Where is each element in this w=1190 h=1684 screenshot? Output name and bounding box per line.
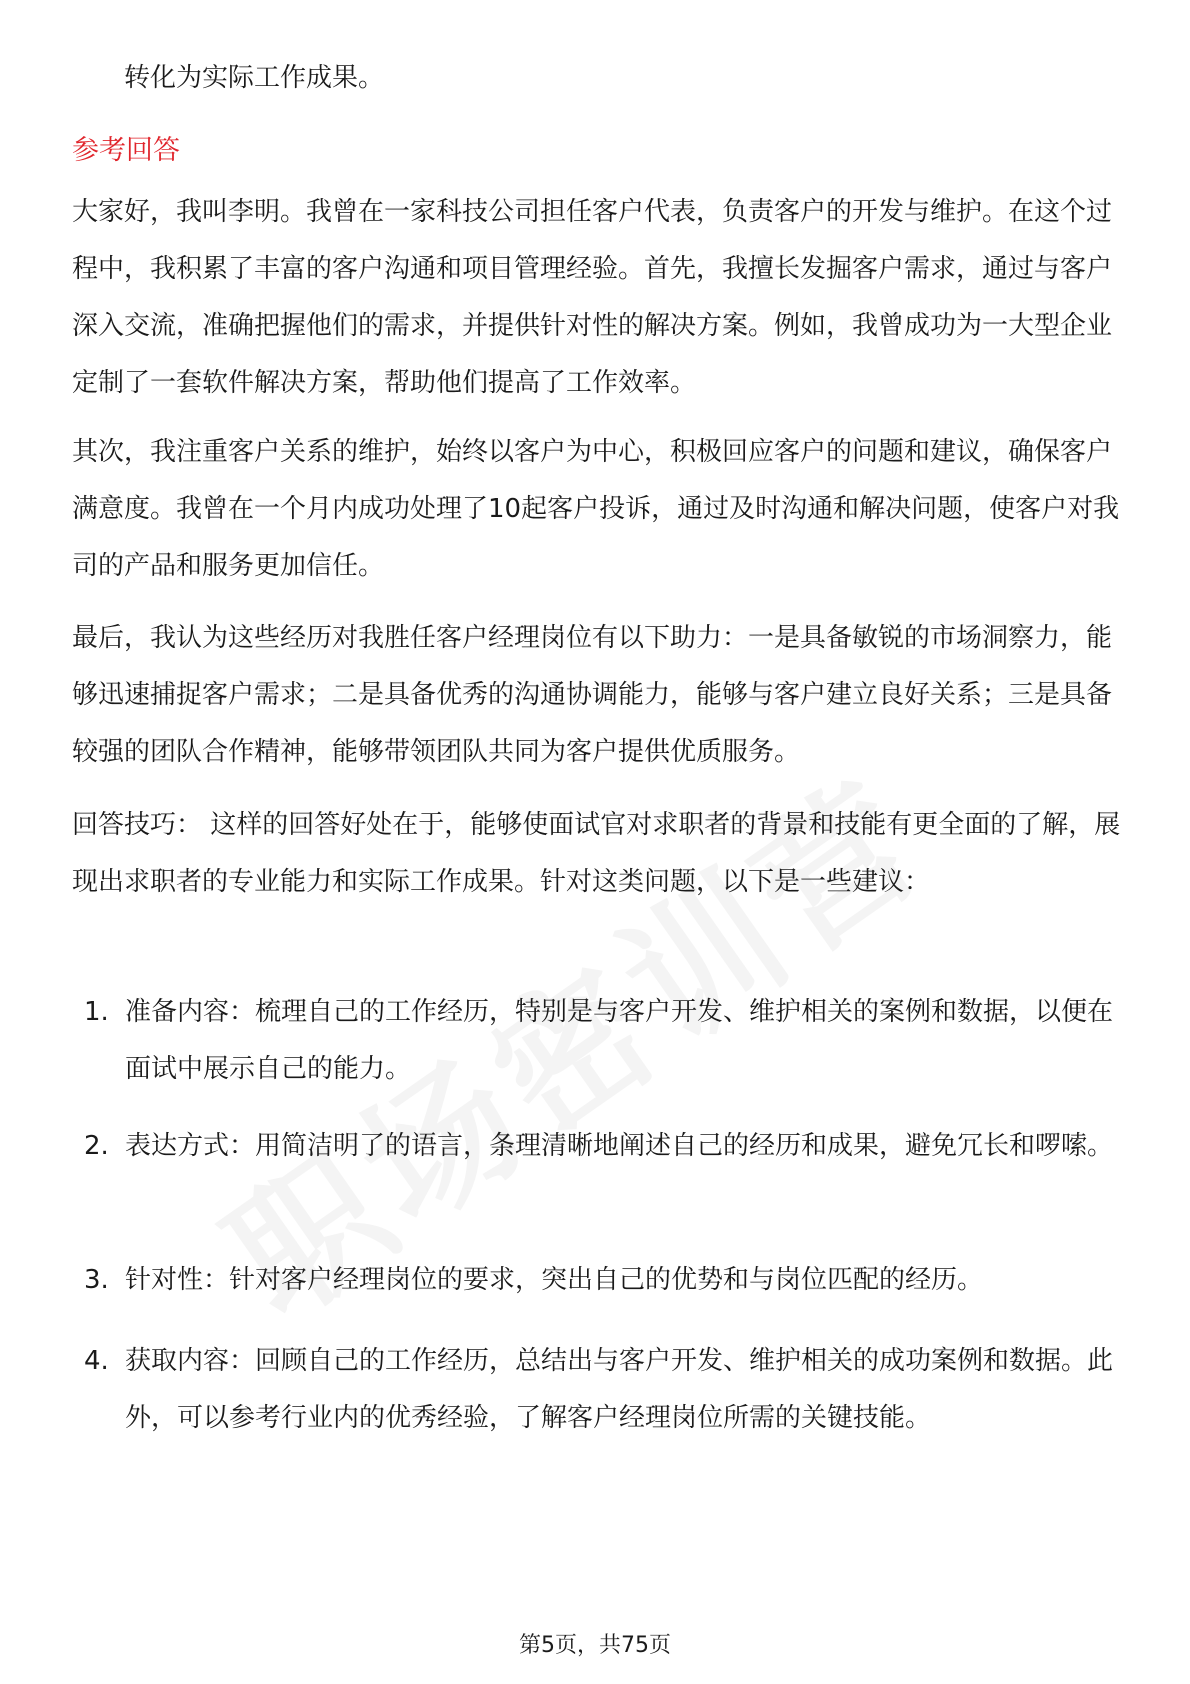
list-item [72,1118,1122,1175]
paragraph-conclusion: 最后，我认为这些经历对我胜任客户经理岗位有以下助力：一是具备敏锐的市场洞察力，能够迅速捕捉客户需求；二是具备优秀的沟通协调能力，能够与客户建立良好关系；三是具备较强的团队合作精神，能够带领团队共同为客户提供优质服务。 [72,623,1113,767]
list-number: 4. [84,1346,109,1376]
list-item [72,1252,1122,1309]
list-number: 3. [84,1265,109,1295]
list-text: 针对性：针对客户经理岗位的要求，突出自己的优势和与岗位匹配的经历。 [125,1265,984,1295]
page-footer: 第5页，共75页 [519,1633,671,1658]
list-number: 1. [84,997,109,1027]
paragraph-relationship: 其次，我注重客户关系的维护，始终以客户为中心，积极回应客户的问题和建议，确保客户满意度。我曾在一个月内成功处理了10起客户投诉，通过及时沟通和解决问题，使客户对我司的产品和服务更加信任。 [72,437,1120,581]
section-heading: 参考回答 [72,135,180,166]
paragraph-answer-tips: 回答技巧： 这样的回答好处在于，能够使面试官对求职者的背景和技能有更全面的了解，展现出求职者的专业能力和实际工作成果。针对这类问题，以下是一些建议： [72,810,1121,897]
list-number: 2. [84,1131,109,1161]
list-item [72,1333,1122,1447]
continuation-text: 转化为实际工作成果。 [124,63,385,93]
list-text: 获取内容：回顾自己的工作经历，总结出与客户开发、维护相关的成功案例和数据。此外，可以参考行业内的优秀经验，了解客户经理岗位所需的关键技能。 [125,1346,1114,1433]
paragraph-intro: 大家好，我叫李明。我曾在一家科技公司担任客户代表，负责客户的开发与维护。在这个过程中，我积累了丰富的客户沟通和项目管理经验。首先，我擅长发掘客户需求，通过与客户深入交流，准确把握他们的需求，并提供针对性的解决方案。例如，我曾成功为一大型企业定制了一套软件解决方案，帮助他们提高了工作效率。 [72,197,1113,398]
list-item [72,984,1122,1098]
list-text: 表达方式：用简洁明了的语言，条理清晰地阐述自己的经历和成果，避免冗长和啰嗦。 [125,1131,1114,1161]
list-text: 准备内容：梳理自己的工作经历，特别是与客户开发、维护相关的案例和数据，以便在面试中展示自己的能力。 [125,997,1114,1084]
